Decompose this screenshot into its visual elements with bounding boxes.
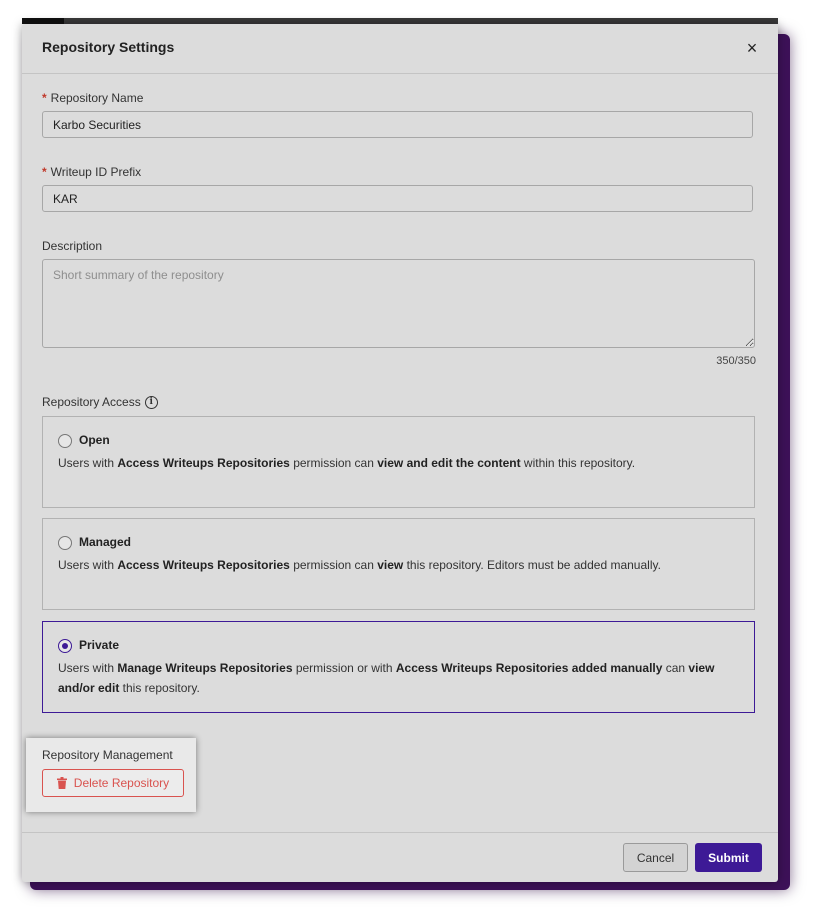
delete-repository-button[interactable] [42,769,184,797]
writeup-prefix-label [42,165,141,179]
delete-repository-label: Delete Repository [73,776,170,790]
option-description: Users with Access Writeups Repositories permission can view and edit the content within this repository. [58,456,636,470]
radio-private[interactable] [58,639,72,653]
access-option-open[interactable] [42,416,755,508]
close-icon[interactable]: × [746,38,758,58]
required-marker: * [42,91,47,105]
radio-open[interactable] [58,434,72,448]
repository-name-label [42,91,143,105]
required-marker: * [42,165,47,179]
access-option-private[interactable] [42,621,755,713]
repository-access-label [42,395,158,409]
description-label: Description [42,239,103,253]
description-char-count: 350/350 [716,355,756,367]
option-title: Open [79,433,110,447]
radio-managed[interactable] [58,536,72,550]
access-option-managed[interactable] [42,518,755,610]
modal-footer [22,832,778,882]
trash-icon [57,777,67,789]
description-textarea[interactable] [42,259,755,348]
repository-name-label-text: Repository Name [50,91,144,105]
modal-title: Repository Settings [42,39,175,55]
cancel-button[interactable]: Cancel [623,843,688,872]
repository-management-label: Repository Management [42,748,173,762]
submit-button[interactable]: Submit [695,843,762,872]
info-icon[interactable]: i [145,396,158,409]
option-title: Private [79,638,120,652]
writeup-prefix-input[interactable] [42,185,753,212]
option-description: Users with Access Writeups Repositories permission can view this repository. Editors must be added manually. [58,558,661,572]
repository-management-section [26,738,196,812]
writeup-prefix-label-text: Writeup ID Prefix [50,165,142,179]
repository-name-input[interactable] [42,111,753,138]
option-description: Users with Manage Writeups Repositories permission or with Access Writeups Repositories added manually can view and/or edit this repository. [58,661,715,695]
repository-access-label-text: Repository Access [42,395,141,409]
modal-header [22,24,778,74]
option-title: Managed [79,535,132,549]
